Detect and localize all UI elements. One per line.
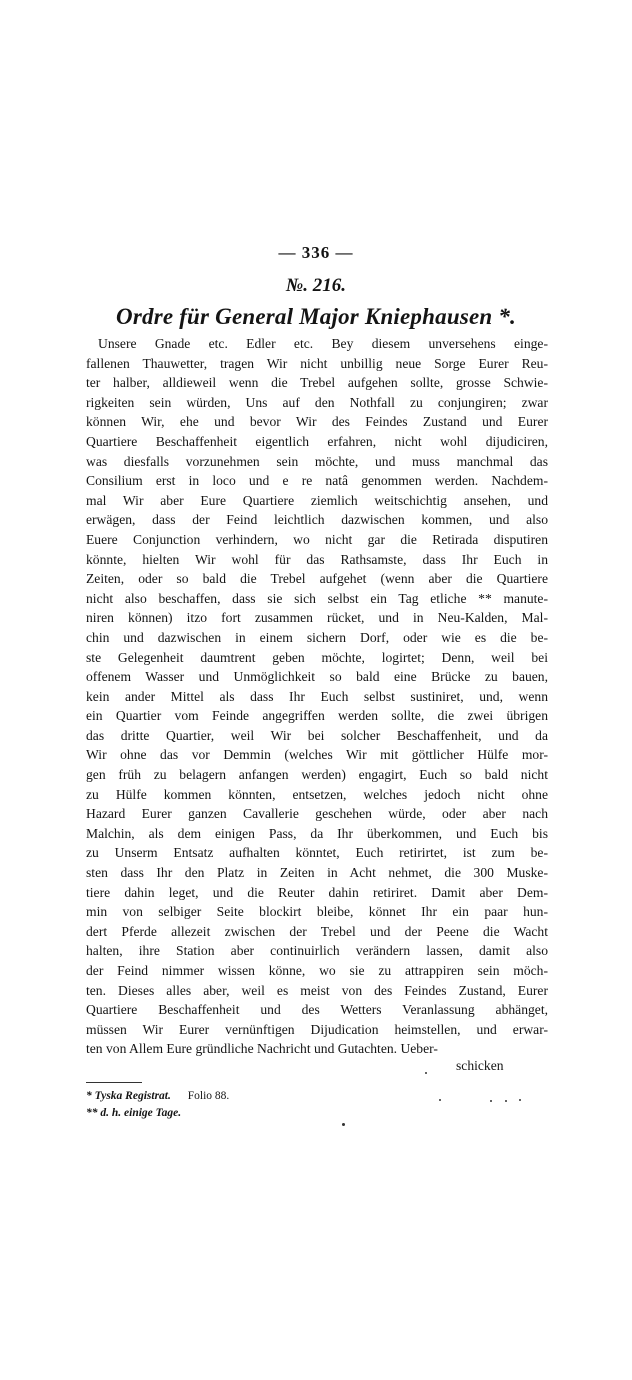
text-line: min von selbiger Seite blockirt bleibe, könnet Ihr ein paar hun- xyxy=(86,904,548,920)
print-speck xyxy=(425,1072,427,1074)
document-number: №. 216. xyxy=(285,275,347,296)
body-text xyxy=(86,334,548,1059)
text-line: Quartiere Beschaffenheit eigentlich erfahren, nicht wohl dijudiciren, xyxy=(86,433,548,449)
footnote-text: d. h. einige Tage. xyxy=(100,1107,182,1119)
text-line: fallenen Thauwetter, tragen Wir nicht unbillig neue Sorge Eurer Reu- xyxy=(86,355,548,371)
text-line: was diesfalls vorzunehmen sein möchte, und muss manchmal das xyxy=(86,453,548,469)
text-line: Wir ohne das vor Demmin (welches Wir mit göttlicher Hülfe mor- xyxy=(86,747,548,763)
footnote-rule xyxy=(86,1082,142,1083)
text-line: ten von Allem Eure gründliche Nachricht und Gutachten. Ueber- xyxy=(86,1041,438,1057)
text-line: Unsere Gnade etc. Edler etc. Bey diesem unversehens einge- xyxy=(98,336,548,351)
text-line: ein Quartier vom Feinde angegriffen werden sollte, die zwei übrigen xyxy=(86,708,548,724)
text-line: müssen Wir Eurer vernünftigen Dijudication heimstellen, und erwar- xyxy=(86,1021,548,1037)
document-title: Ordre für General Major Kniephausen *. xyxy=(116,304,516,329)
footnotes xyxy=(86,1088,229,1122)
text-line: Malchin, als dem einigen Pass, da Ihr überkommen, und Euch bis xyxy=(86,825,548,841)
text-line: chin und dazwischen in einem sichern Dorf, oder wie es die be- xyxy=(86,629,548,645)
footnote-mark: * xyxy=(86,1090,92,1102)
text-line: Euere Conjunction verhindern, wo nicht gar die Retirada disputiren xyxy=(86,531,548,547)
text-line: zu Hülfe kommen könnten, entsetzen, welches jedoch nicht ohne xyxy=(86,786,548,802)
text-line: ten. Dieses alles aber, weil es meist von des Feindes Zustand, Eurer xyxy=(86,982,548,998)
text-line: tiere dahin leget, und die Reuter dahin retiriret. Damit aber Dem- xyxy=(86,884,548,900)
footnote-2 xyxy=(86,1105,229,1122)
text-line: niren können) itzo fort zusammen rücket, und in Neu-Kalden, Mal- xyxy=(86,610,548,626)
page-number: — 336 — xyxy=(278,243,354,262)
text-line: mal Wir aber Eure Quartiere ziemlich weitschichtig ansehen, und xyxy=(86,492,548,508)
text-line: Consilium erst in loco und e re natâ genommen werden. Nachdem- xyxy=(86,473,548,489)
print-speck xyxy=(439,1099,441,1101)
text-line: ter halber, alldieweil wenn die Trebel aufgehen sollte, grosse Schwie- xyxy=(86,375,548,391)
text-line: rigkeiten sein würden, Uns auf den Nothfall zu conjungiren; zwar xyxy=(86,394,548,410)
text-line: zu Unserm Entsatz aufhalten könntet, Euch retirirtet, ist zum be- xyxy=(86,845,548,861)
text-line: kein ander Mittel als dass Ihr Euch selbst sustiniret, und, wenn xyxy=(86,688,548,704)
text-line: Zeiten, oder so bald die Trebel aufgehet (wenn aber die Quartiere xyxy=(86,571,548,587)
catchword: schicken xyxy=(456,1058,504,1073)
text-line: ste Gelegenheit daumtrent geben möchte, logirtet; Denn, weil bei xyxy=(86,649,548,665)
print-speck xyxy=(342,1123,345,1126)
text-line: dert Pferde allezeit zwischen der Trebel und der Peene die Wacht xyxy=(86,923,548,939)
text-line: können Wir, ehe und bevor Wir des Feindes Zustand und Eurer xyxy=(86,414,548,430)
text-line: offenem Wasser und Unmöglichkeit so bald eine Brücke zu bauen, xyxy=(86,669,548,685)
text-line: das dritte Quartier, weil Wir bei solcher Beschaffenheit, und da xyxy=(86,727,548,743)
text-line: nicht also beschaffen, dass sie sich selbst ein Tag etliche ** manute- xyxy=(86,590,548,606)
footnote-detail: Folio 88. xyxy=(187,1090,230,1102)
text-line: erwägen, dass der Feind leichtlich dazwischen kommen, und also xyxy=(86,512,548,528)
print-speck xyxy=(519,1099,521,1101)
text-line: Quartiere Beschaffenheit und des Wetters Veranlassung abhänget, xyxy=(86,1002,548,1018)
text-line: sten dass Ihr den Platz in Zeiten in Acht nehmet, die 300 Muske- xyxy=(86,865,548,881)
print-speck xyxy=(490,1100,492,1102)
footnote-1 xyxy=(86,1088,229,1105)
text-line: könnte, hielten Wir wohl für das Rathsamste, dass Ihr Euch in xyxy=(86,551,548,567)
print-speck xyxy=(505,1100,507,1102)
footnote-mark: ** xyxy=(86,1107,98,1119)
text-line: halten, ihre Station aber continuirlich verändern lassen, damit also xyxy=(86,943,548,959)
footnote-text: Tyska Registrat. xyxy=(94,1090,171,1102)
text-line: gen früh zu belagern anfangen werden) engagirt, Euch so bald nicht xyxy=(86,767,548,783)
text-line: Hazard Eurer ganzen Cavallerie geschehen würde, oder aber nach xyxy=(86,806,548,822)
text-line: der Feind nimmer wissen könne, wo sie zu attrappiren sein möch- xyxy=(86,963,548,978)
